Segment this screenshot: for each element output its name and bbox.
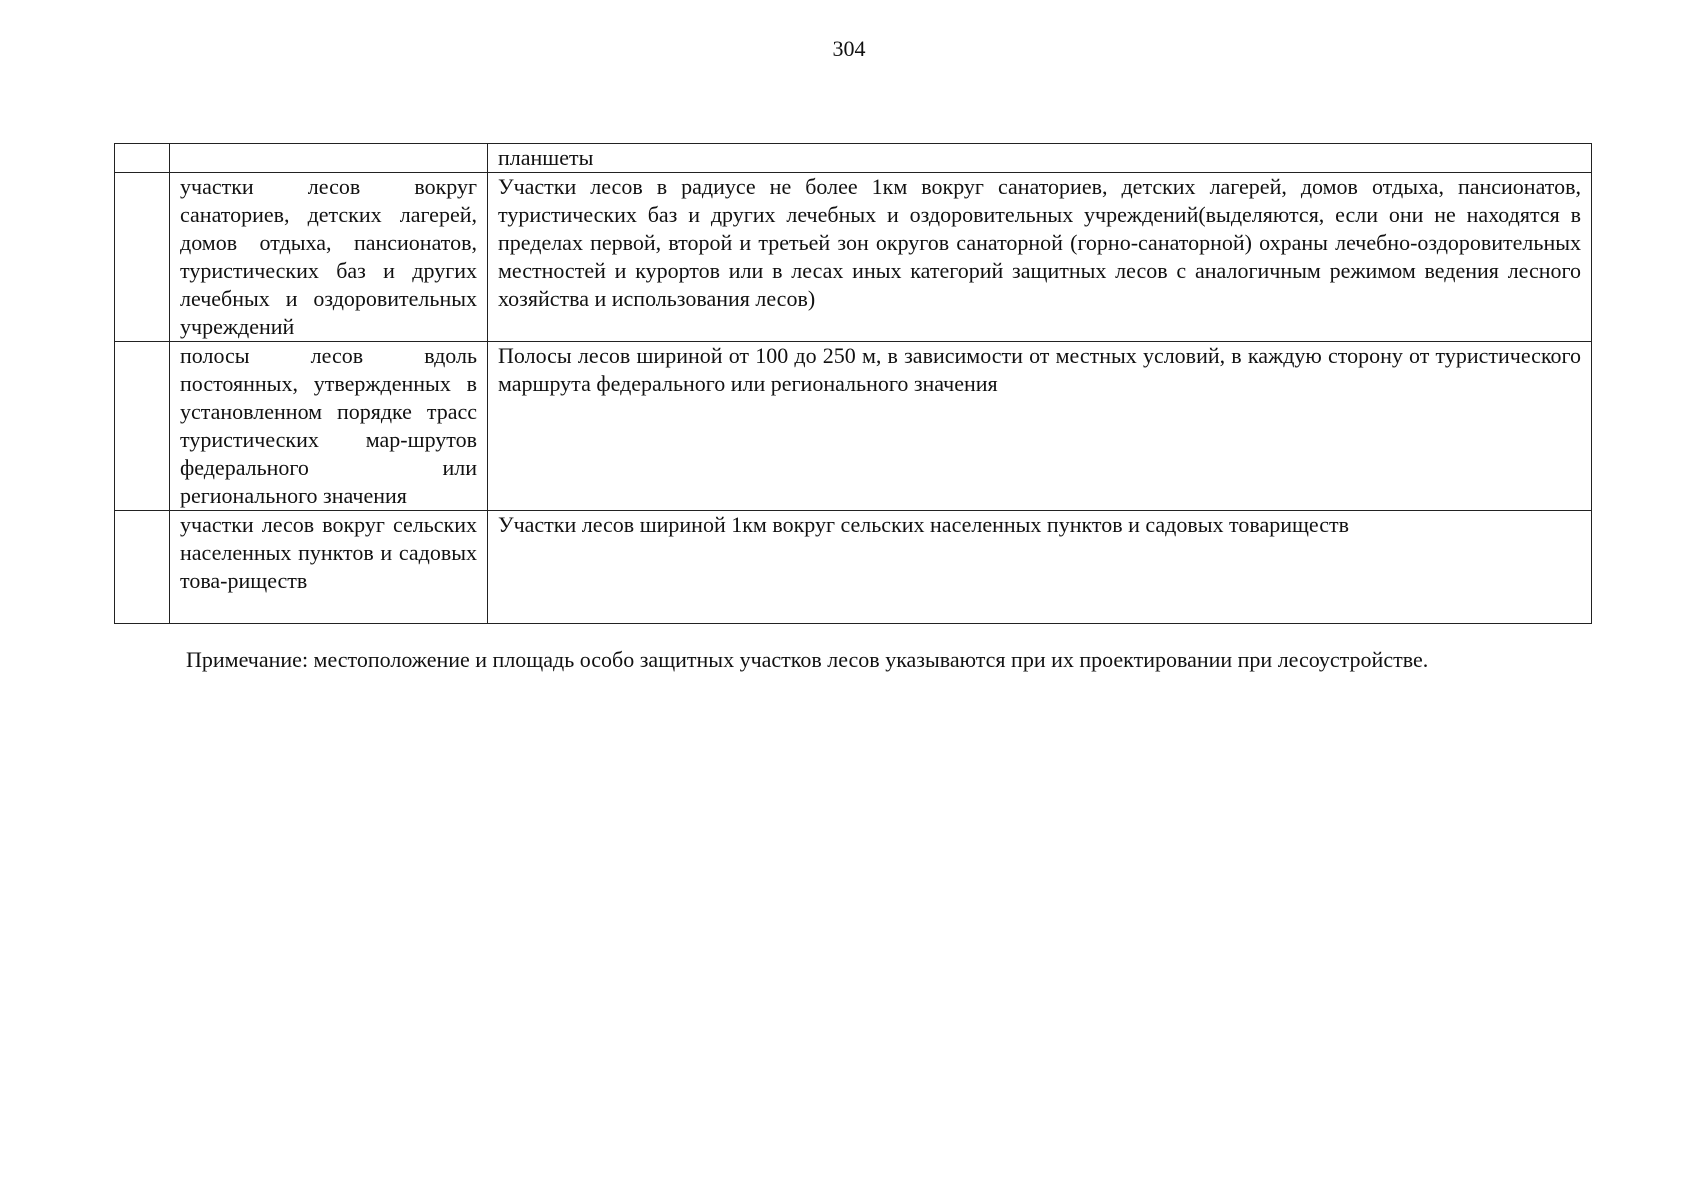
category-description-cell: Участки лесов шириной 1км вокруг сельских населенных пунктов и садовых товариществ [488,511,1592,624]
table-note: Примечание: местоположение и площадь особо защитных участков лесов указываются при их проектировании при лесоустройстве. [186,647,1429,672]
table-row [115,511,1592,624]
row-number-cell [115,144,170,173]
category-name-cell: участки лесов вокруг сельских населенных пунктов и садовых това-риществ [170,511,488,624]
category-description-cell: Участки лесов в радиусе не более 1км вокруг санаториев, детских лагерей, домов отдыха, пансионатов, туристических баз и других лечебных и оздоровительных учреждений(выделяются, если они не находятся в пределах первой, второй и третьей зон округов санаторной (горно-санаторной) охраны лечебно-оздоровительных местностей и курортов или в лесах иных категорий защитных лесов с аналогичным режимом ведения лесного хозяйства и использования лесов) [488,173,1592,342]
category-name-cell: участки лесов вокруг санаториев, детских лагерей, домов отдыха, пансионатов, туристических баз и других лечебных и оздоровительных учреждений [170,173,488,342]
page-number: 304 [832,36,866,61]
category-description-cell: планшеты [488,144,1592,173]
category-description-cell: Полосы лесов шириной от 100 до 250 м, в зависимости от местных условий, в каждую сторону от туристического маршрута федерального или регионального значения [488,342,1592,511]
table-row [115,173,1592,342]
row-number-cell [115,511,170,624]
table-row [115,144,1592,173]
row-number-cell [115,342,170,511]
category-name-cell: полосы лесов вдоль постоянных, утвержденных в установленном порядке трасс туристических мар-шрутов федерального или регионального значения [170,342,488,511]
row-number-cell [115,173,170,342]
category-name-cell [170,144,488,173]
forest-areas-table [114,143,1592,624]
table-row [115,342,1592,511]
